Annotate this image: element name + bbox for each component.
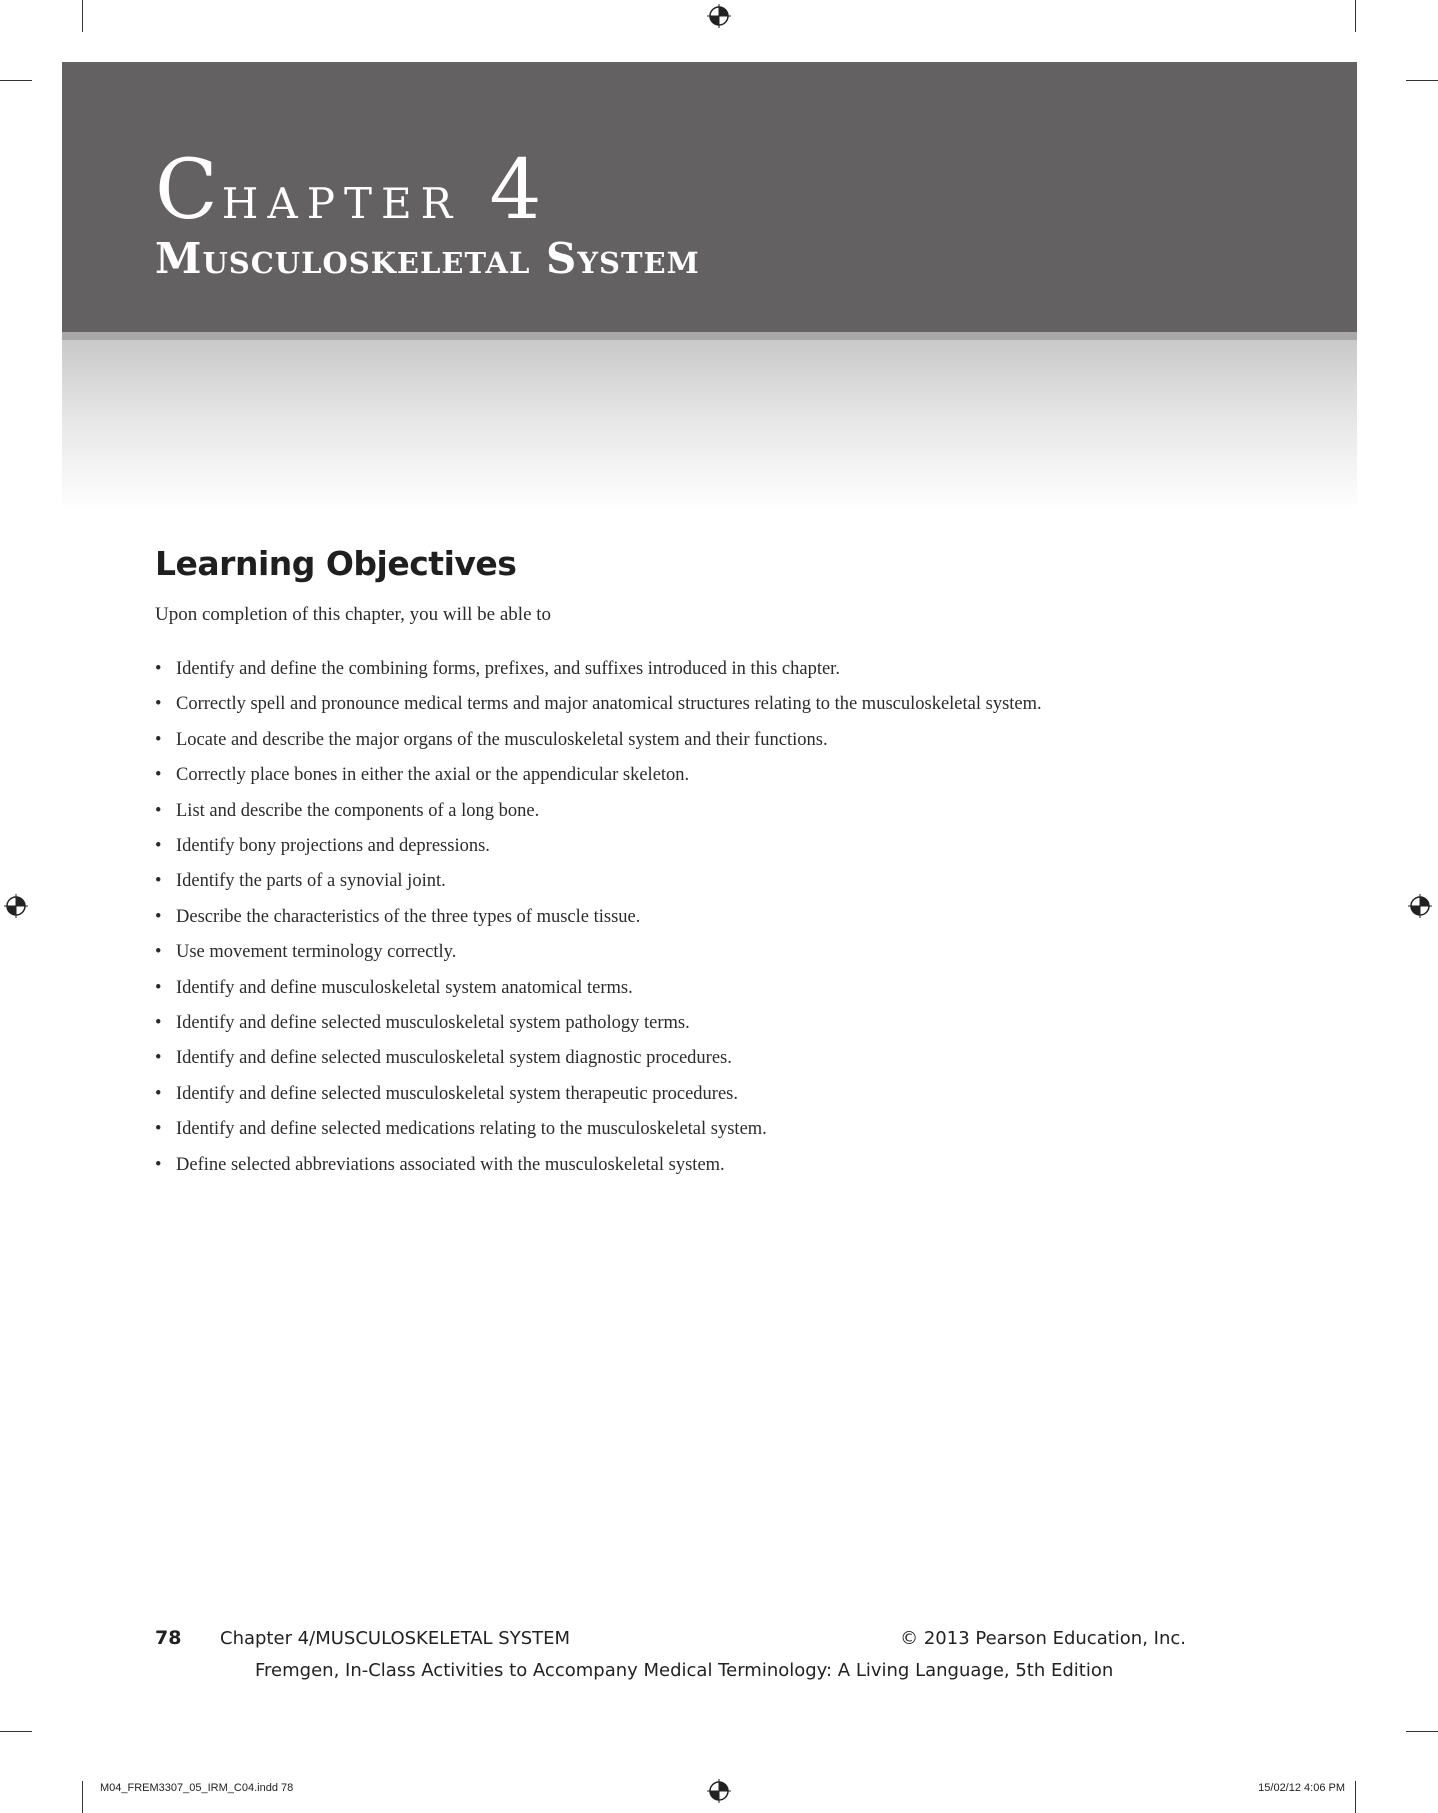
registration-mark-top-icon [707,4,731,28]
registration-mark-bottom-icon [707,1779,731,1803]
crop-mark-top-right [1355,0,1356,32]
list-item [155,652,1305,687]
chapter-label [155,143,546,238]
crop-mark-right-top [1406,80,1438,81]
objective-text: Correctly place bones in either the axial or the appendicular skeleton. [176,765,690,786]
slug-timestamp: 15/02/12 4:06 PM [1258,1782,1345,1794]
bullet-icon: • [155,659,162,679]
bullet-icon: • [155,800,162,821]
crop-mark-bottom-left [82,1781,83,1813]
crop-mark-bottom-right [1355,1781,1356,1813]
objective-text: List and describe the components of a long bone. [176,800,540,821]
list-item [155,1112,1305,1147]
header-rule [62,332,1357,340]
bullet-icon: • [155,906,162,927]
objective-text: Identify and define selected musculoskeletal system diagnostic procedures. [176,1048,732,1069]
objective-text: Identify and define selected medications relating to the musculoskeletal system. [176,1119,767,1140]
objective-text: Define selected abbreviations associated with the musculoskeletal system. [176,1154,725,1175]
running-footer-chapter: Chapter 4/MUSCULOSKELETAL SYSTEM [220,1628,571,1649]
crop-mark-left-top [0,80,32,81]
list-item [155,687,1305,722]
objective-text: Identify and define the combining forms, prefixes, and suffixes introduced in this chapter. [176,659,840,679]
bullet-icon: • [155,729,162,750]
list-item [155,1006,1305,1041]
objective-text: Describe the characteristics of the three types of muscle tissue. [176,906,641,927]
list-item [155,794,1305,829]
crop-mark-top-left [82,0,83,32]
objective-text: Identify and define selected musculoskeletal system therapeutic procedures. [176,1083,738,1104]
bullet-icon: • [155,871,162,892]
bullet-icon: • [155,977,162,998]
chapter-label-rest: hapter [221,163,462,233]
list-item [155,1041,1305,1076]
list-item [155,829,1305,864]
registration-mark-right-icon [1408,894,1432,918]
list-item [155,900,1305,935]
objective-text: Identify and define selected musculoskeletal system pathology terms. [176,1013,690,1034]
chapter-title: Musculoskeletal System [155,234,700,283]
book-citation: Fremgen, In-Class Activities to Accompany Medical Terminology: A Living Language, 5th Edition [255,1660,1114,1681]
list-item [155,935,1305,970]
objective-text: Identify bony projections and depressions. [176,836,490,857]
crop-mark-left-bottom [0,1731,32,1732]
copyright-notice: © 2013 Pearson Education, Inc. [900,1628,1186,1649]
list-item [155,1077,1305,1112]
objective-text: Correctly spell and pronounce medical terms and major anatomical structures relating to the musculoskeletal system. [176,694,1042,715]
chapter-label-initial: C [155,143,222,238]
crop-mark-right-bottom [1406,1731,1438,1732]
list-item [155,1148,1305,1183]
bullet-icon: • [155,1083,162,1104]
bullet-icon: • [155,1119,162,1140]
bullet-icon: • [155,1154,162,1175]
bullet-icon: • [155,765,162,786]
section-heading: Learning Objectives [155,544,517,583]
bullet-icon: • [155,942,162,963]
objective-text: Use movement terminology correctly. [176,942,457,963]
bullet-icon: • [155,836,162,857]
chapter-number: 4 [489,143,546,238]
list-item [155,971,1305,1006]
slug-filename: M04_FREM3307_05_IRM_C04.indd 78 [100,1782,294,1794]
objective-text: Identify and define musculoskeletal system anatomical terms. [176,977,633,998]
objective-text: Identify the parts of a synovial joint. [176,871,446,892]
bullet-icon: • [155,694,162,715]
list-item [155,758,1305,793]
registration-mark-left-icon [4,894,28,918]
objectives-intro: Upon completion of this chapter, you will be able to [155,604,552,625]
objective-text: Locate and describe the major organs of the musculoskeletal system and their functions. [176,729,828,750]
list-item [155,723,1305,758]
objectives-list [155,652,1305,1183]
list-item [155,864,1305,899]
page-number: 78 [155,1627,182,1649]
bullet-icon: • [155,1048,162,1069]
header-gradient [62,340,1357,510]
bullet-icon: • [155,1013,162,1034]
